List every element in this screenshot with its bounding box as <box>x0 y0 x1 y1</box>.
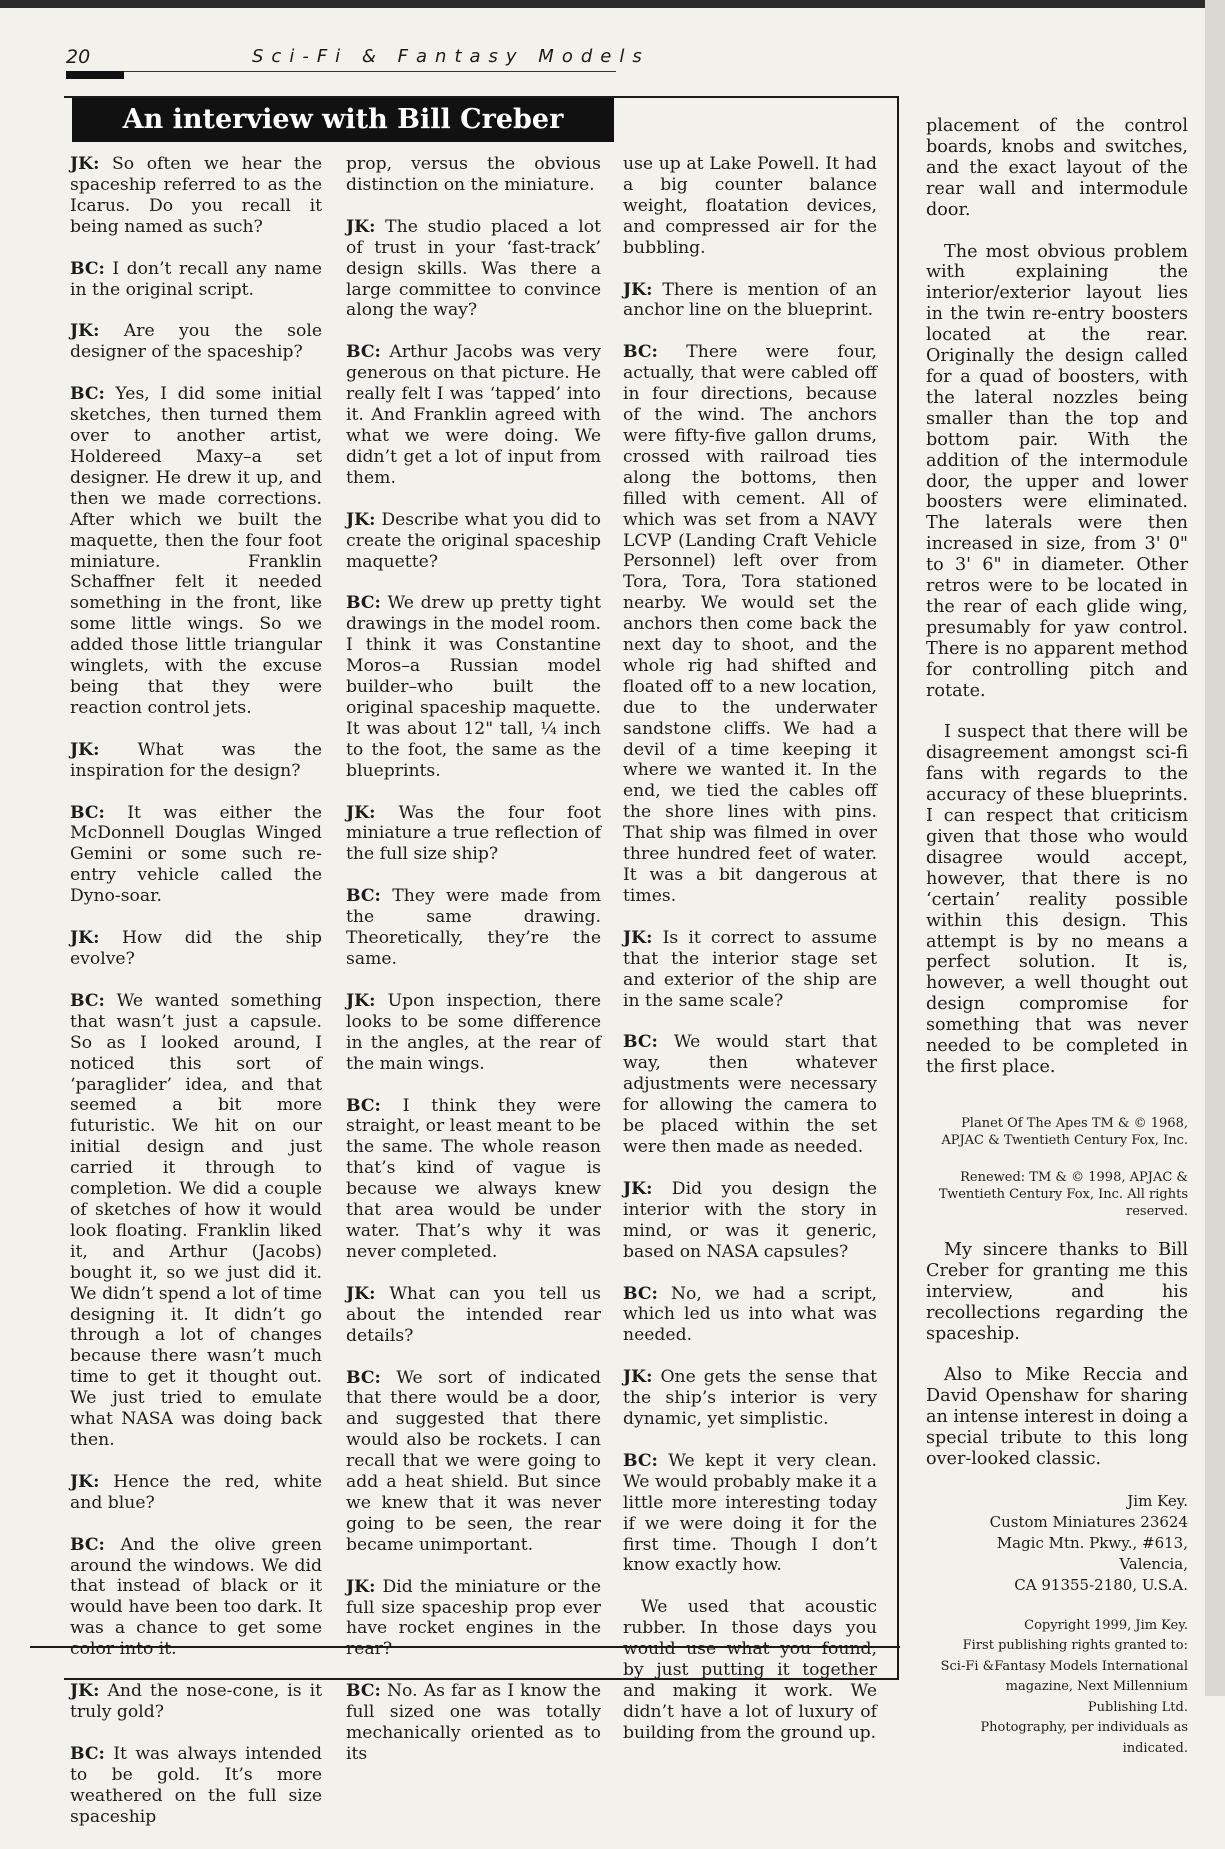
speaker-label: JK: <box>70 1681 100 1702</box>
interview-paragraph <box>346 154 601 196</box>
paragraph-text: use up at Lake Powell. It had a big counter balance weight, floatation devices, and compressed air for the bubbling. <box>623 154 877 258</box>
interview-paragraph <box>623 154 877 259</box>
interview-paragraph <box>70 1472 322 1514</box>
paragraph-text: No, we had a script, which led us into what was needed. <box>623 1283 877 1346</box>
paragraph-text: It was either the McDonnell Douglas Winged Gemini or some such re-entry vehicle called the Dyno-soar. <box>70 802 323 907</box>
copyright-line: Photography, per individuals as <box>980 1720 1188 1736</box>
speaker-label: BC: <box>346 342 381 363</box>
speaker-label: JK: <box>346 802 376 823</box>
interview-paragraph <box>346 1284 601 1347</box>
speaker-label: BC: <box>70 1534 105 1555</box>
interview-paragraph <box>346 1681 601 1765</box>
interview-paragraph <box>346 803 601 866</box>
interview-paragraph <box>623 1179 877 1263</box>
interview-paragraph <box>623 1597 877 1743</box>
paragraph-text: Was the four foot miniature a true reflection of the full size ship? <box>346 802 601 865</box>
header-rule <box>66 71 616 72</box>
speaker-label: BC: <box>623 1450 658 1471</box>
paragraph-text: I think they were straight, or least meant to be the same. The whole reason that’s kind of vague is because we always knew that area would be under water. That’s why it was never completed. <box>346 1095 601 1262</box>
interview-paragraph <box>623 1284 877 1347</box>
interview-paragraph <box>70 384 322 719</box>
interview-paragraph <box>70 259 322 301</box>
speaker-label: BC: <box>346 1095 381 1116</box>
paragraph-text: Is it correct to assume that the interior stage set and exterior of the ship are in the same scale? <box>623 927 877 1011</box>
speaker-label: JK: <box>346 1576 376 1597</box>
paragraph-text: They were made from the same drawing. Theoretically, they’re the same. <box>346 886 601 969</box>
paragraph-text: We sort of indicated that there would be a door, and suggested that there would also be rockets. I can recall that we were going to add a heat shield. But since we knew that it was never going to be seen, the rear became unimportant. <box>346 1367 601 1555</box>
interview-paragraph <box>70 154 322 238</box>
speaker-label: JK: <box>346 1283 376 1304</box>
interview-column-1 <box>70 154 322 1849</box>
speaker-label: BC: <box>346 1681 381 1702</box>
copyright-line: First publishing rights granted to: <box>962 1638 1188 1654</box>
interview-paragraph <box>346 1096 601 1263</box>
speaker-label: BC: <box>70 258 105 279</box>
speaker-label: JK: <box>623 1367 653 1388</box>
paragraph-text: Are you the sole designer of the spaceship? <box>70 321 322 363</box>
paragraph-text: We kept it very clean. We would probably make it a little more interesting today if we were doing it for the first time. Though I don’t know exactly how. <box>623 1450 877 1576</box>
page-edge <box>1205 0 1225 1696</box>
speaker-label: JK: <box>623 1178 653 1199</box>
interview-paragraph <box>346 1577 601 1661</box>
speaker-label: BC: <box>623 1283 658 1304</box>
interview-paragraph <box>70 803 322 908</box>
paragraph-text: I don’t recall any name in the original script. <box>70 258 322 300</box>
interview-paragraph <box>346 217 601 322</box>
paragraph-text: What can you tell us about the intended rear details? <box>346 1283 601 1346</box>
interview-paragraph <box>70 928 322 970</box>
speaker-label: BC: <box>346 1367 381 1388</box>
interview-paragraph <box>623 280 877 322</box>
header-block <box>66 71 124 79</box>
copyright-line: Publishing Ltd. <box>1087 1699 1188 1715</box>
speaker-label: JK: <box>70 154 100 174</box>
speaker-label: JK: <box>70 928 100 949</box>
paragraph-text: How did the ship evolve? <box>70 928 322 969</box>
copyright-line: Sci-Fi &Fantasy Models International <box>940 1658 1188 1674</box>
copyright-line: indicated. <box>1122 1740 1188 1756</box>
interview-paragraph <box>70 991 322 1451</box>
contact-line: Custom Miniatures 23624 <box>989 1512 1188 1531</box>
contact-line: Magic Mtn. Pkwy., #613, Valencia, <box>996 1533 1188 1573</box>
paragraph-text: So often we hear the spaceship referred to as the Icarus. Do you recall it being named as such? <box>70 154 322 237</box>
article-title: An interview with Bill Creber <box>72 98 614 142</box>
copyright-credit: Renewed: TM & © 1998, APJAC & Twentieth Century Fox, Inc. All rights reserved. <box>938 1169 1188 1219</box>
paragraph-text: No. As far as I know the full sized one was totally mechanically oriented as to its <box>346 1681 601 1764</box>
copyright-line: Copyright 1999, Jim Key. <box>1024 1617 1188 1633</box>
paragraph-text: There is mention of an anchor line on the blueprint. <box>623 279 878 321</box>
paragraph-text: One gets the sense that the ship’s interior is very dynamic, yet simplistic. <box>623 1367 878 1430</box>
sidebar-paragraph: The most obvious problem with explaining the interior/exterior layout lies in the twin re-entry boosters located at the rear. Originally the design called for a quad of boosters, with the lateral nozzles being smaller than the top and bottom pair. With the addition of the intermodule door, the upper and lower boosters were eliminated. The laterals were then increased in size, from 3' 0" to 3' 6" in diameter. Other retros were to be located in the rear of each glide wing, presumably for yaw control. There is no apparent method for controlling pitch and rotate. <box>926 241 1188 701</box>
speaker-label: JK: <box>70 739 100 760</box>
speaker-label: JK: <box>346 216 376 237</box>
paragraph-text: We drew up pretty tight drawings in the model room. I think it was Constantine Moros–a Russian model builder–who built the original spaceship maquette. It was about 12" tall, ¼ inch to the foot, the same as the blueprints. <box>346 593 602 781</box>
speaker-label: BC: <box>346 886 381 907</box>
sidebar-column <box>926 116 1188 1759</box>
interview-paragraph <box>70 1681 322 1723</box>
contact-line: CA 91355-2180, U.S.A. <box>1014 1575 1188 1594</box>
interview-paragraph <box>623 1032 877 1157</box>
paragraph-text: Did the miniature or the full size spaceship prop ever have rocket engines in the rear? <box>346 1576 601 1660</box>
interview-paragraph <box>346 991 601 1075</box>
paragraph-text: Describe what you did to create the original spaceship maquette? <box>346 509 601 572</box>
page-number: 20 <box>66 46 91 68</box>
paragraph-text: It was always intended to be gold. It’s more weathered on the full size spaceship <box>70 1743 322 1827</box>
paragraph-text: And the nose-cone, is it truly gold? <box>70 1681 323 1722</box>
speaker-label: BC: <box>623 342 658 363</box>
interview-paragraph <box>346 1368 601 1556</box>
interview-paragraph <box>623 1367 877 1430</box>
copyright-line: magazine, Next Millennium <box>1005 1679 1188 1695</box>
interview-paragraph <box>623 928 877 1012</box>
interview-column-2 <box>346 154 601 1786</box>
copyright-notice <box>926 1616 1188 1760</box>
interview-paragraph <box>70 321 322 363</box>
speaker-label: BC: <box>623 1032 658 1053</box>
paragraph-text: Did you design the interior with the story in mind, or was it generic, based on NASA capsules? <box>623 1178 878 1262</box>
author-contact <box>926 1491 1188 1596</box>
speaker-label: BC: <box>70 802 105 823</box>
interview-paragraph <box>623 342 877 906</box>
speaker-label: JK: <box>346 990 376 1011</box>
top-edge-rule <box>0 0 1225 8</box>
sidebar-paragraph: placement of the control boards, knobs and switches, and the exact layout of the rear wall and intermodule door. <box>926 116 1188 220</box>
speaker-label: BC: <box>346 593 381 614</box>
thanks-paragraph: My sincere thanks to Bill Creber for granting me this interview, and his recollections regarding the spaceship. <box>926 1239 1188 1344</box>
paragraph-text: And the olive green around the windows. We did that instead of black or it would have been too dark. It was a chance to get some color into it. <box>70 1534 322 1660</box>
paragraph-text: We would start that way, then whatever adjustments were necessary for allowing the camera to be placed within the set were then made as needed. <box>623 1032 878 1157</box>
interview-paragraph <box>623 1451 877 1576</box>
interview-paragraph <box>70 740 322 782</box>
magazine-title: Sci-Fi & Fantasy Models <box>252 46 650 67</box>
speaker-label: BC: <box>70 990 105 1011</box>
paragraph-text: What was the inspiration for the design? <box>70 739 322 781</box>
paragraph-text: The studio placed a lot of trust in your ‘fast-track’ design skills. Was there a large committee to convince along the way? <box>346 216 602 321</box>
interview-paragraph <box>346 593 601 781</box>
paragraph-text: Upon inspection, there looks to be some difference in the angles, at the rear of the main wings. <box>346 990 601 1074</box>
interview-paragraph <box>346 886 601 970</box>
speaker-label: JK: <box>70 321 100 342</box>
paragraph-text: prop, versus the obvious distinction on the miniature. <box>346 154 601 195</box>
copyright-credit: Planet Of The Apes TM & © 1968, APJAC & Twentieth Century Fox, Inc. <box>941 1115 1188 1148</box>
interview-paragraph <box>346 342 601 488</box>
interview-paragraph <box>70 1535 322 1660</box>
paragraph-text: Yes, I did some initial sketches, then turned them over to another artist, Holdereed Maxy–a set designer. He drew it up, and then we made corrections. After which we built the maquette, then the four foot miniature. Franklin Schaffner felt it needed something in the front, like some little wings. So we added those little triangular winglets, with the excuse being that they were reaction control jets. <box>70 384 322 718</box>
speaker-label: JK: <box>623 927 653 948</box>
thanks-paragraph: Also to Mike Reccia and David Openshaw for sharing an intense interest in doing a special tribute to this long over-looked classic. <box>926 1365 1188 1470</box>
contact-line: Jim Key. <box>1127 1491 1188 1510</box>
paragraph-text: Arthur Jacobs was very generous on that picture. He really felt I was ‘tapped’ into it. And Franklin agreed with what we were doing. We didn’t get a lot of input from them. <box>346 342 601 488</box>
speaker-label: BC: <box>70 1743 105 1764</box>
interview-paragraph <box>346 510 601 573</box>
speaker-label: JK: <box>70 1471 100 1492</box>
speaker-label: JK: <box>623 279 653 300</box>
interview-column-3 <box>623 154 877 1765</box>
paragraph-text: There were four, actually, that were cabled off in four directions, because of the wind. The anchors were fifty-five gallon drums, crossed with railroad ties along the bottoms, then filled with cement. All of which was set from a NAVY LCVP (Landing Craft Vehicle Personnel) left over from Tora, Tora, Tora stationed nearby. We would set the anchors then come back the next day to shoot, and the whole rig had shifted and floated off to a new location, due to the underwater sandstone cliffs. We had a devil of a time keeping it where we wanted it. In the end, we tied the cables off the shore lines with pins. That ship was filmed in over three hundred feet of water. It was a bit dangerous at times. <box>623 342 878 906</box>
paragraph-text: We wanted something that wasn’t just a capsule. So as I looked around, I noticed this sort of ‘paraglider’ idea, and that seemed a bit more futuristic. We hit on our initial design and just carried it through to completion. We did a couple of sketches of how it would look floating. Franklin liked it, and Arthur (Jacobs) bought it, so we just did it. We didn’t spend a lot of time designing it. It didn’t go through a lot of changes because there wasn’t much time to get it thought out. We just tried to emulate what NASA was doing back then. <box>70 990 322 1450</box>
sidebar-paragraph: I suspect that there will be disagreement amongst sci-fi fans with regards to the accuracy of these blueprints. I can respect that criticism given that those who would disagree would accept, however, that there is no ‘certain’ reality possible within this design. This attempt is by no means a perfect solution. It is, however, a well thought out design compromise for something that was never needed to be completed in the first place. <box>926 722 1188 1077</box>
paragraph-text: We used that acoustic rubber. In those days you would use what you found, by just putting it together and making it work. We didn’t have a lot of luxury of building from the ground up. <box>623 1597 877 1743</box>
speaker-label: BC: <box>70 384 105 405</box>
interview-paragraph <box>70 1744 322 1828</box>
speaker-label: JK: <box>346 509 376 530</box>
paragraph-text: Hence the red, white and blue? <box>70 1471 322 1513</box>
